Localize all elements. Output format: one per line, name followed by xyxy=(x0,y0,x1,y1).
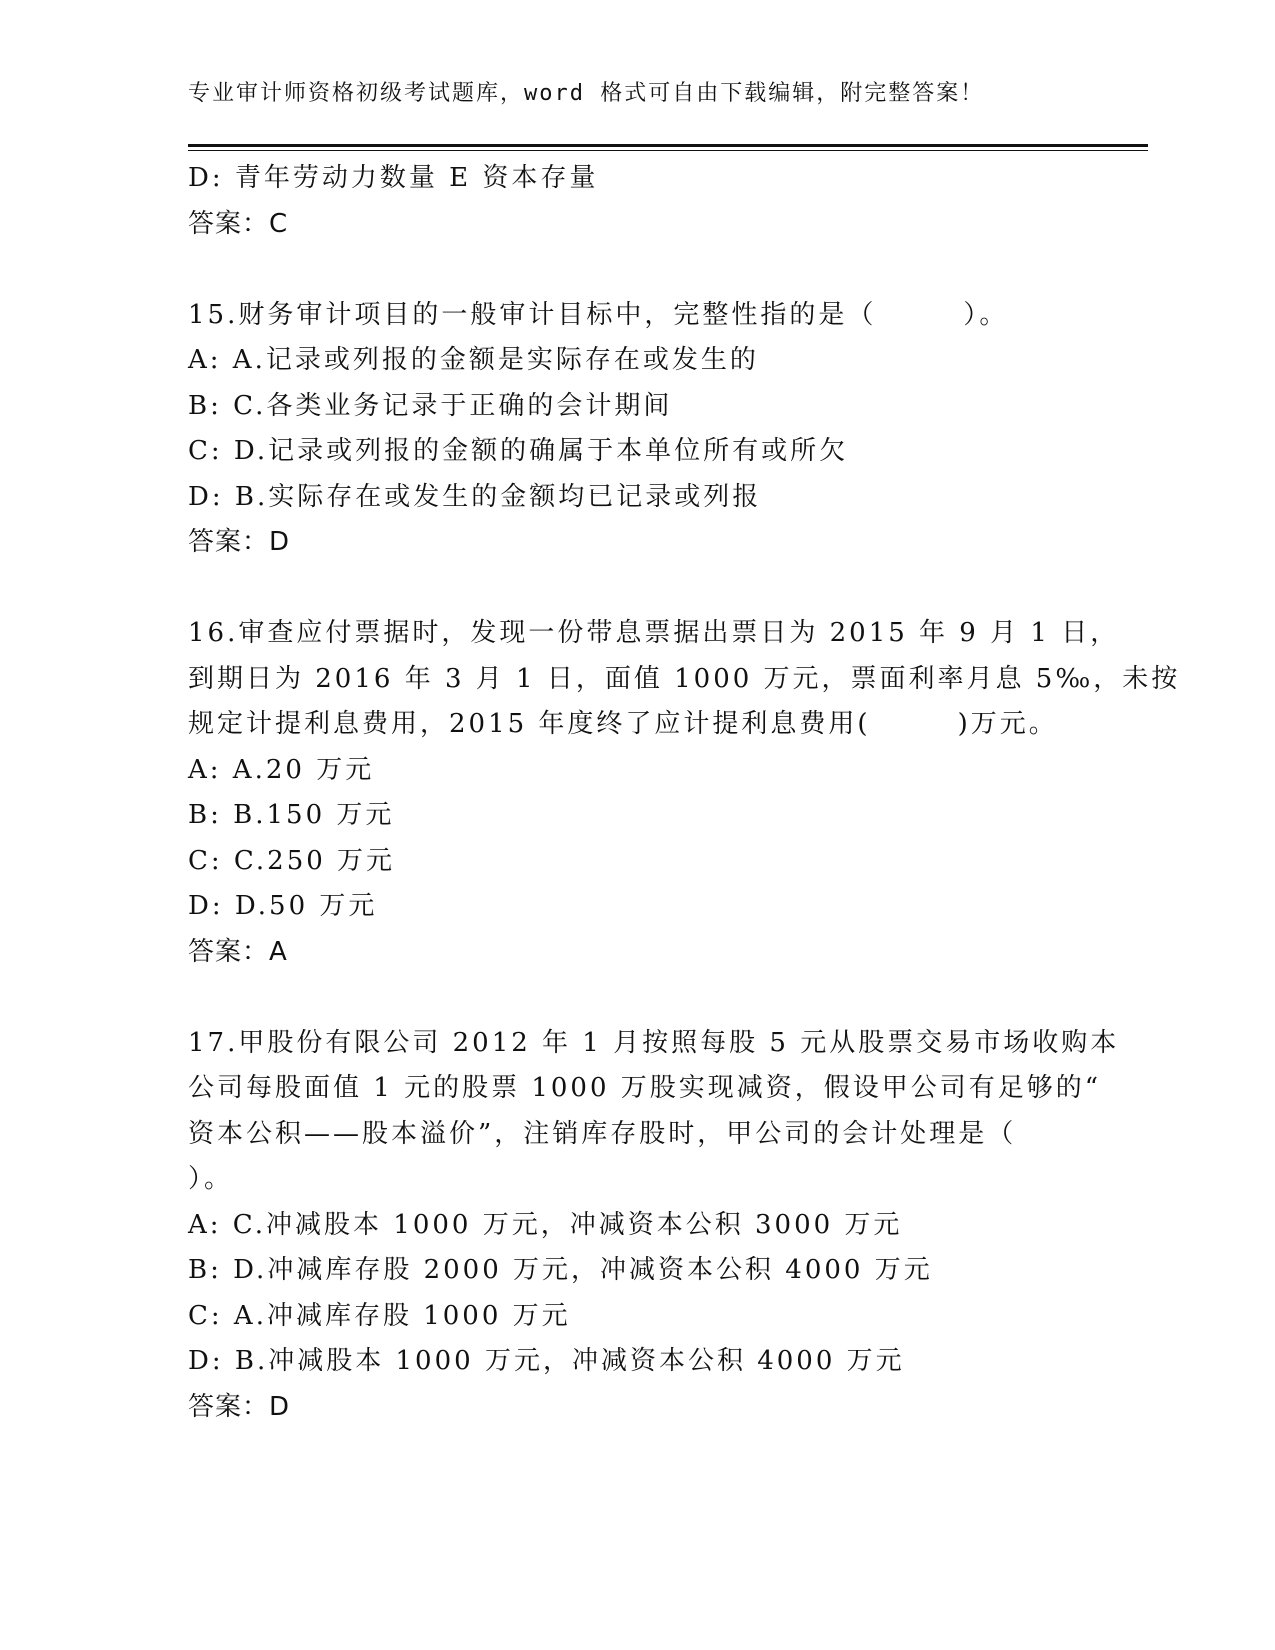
question-stem-line-4: ）。 xyxy=(188,1164,234,1194)
option-a: A: C.冲减股本 1000 万元，冲减资本公积 3000 万元 xyxy=(188,1209,903,1240)
question-17 xyxy=(188,1021,1120,1431)
option-b: B: D.冲减库存股 2000 万元，冲减资本公积 4000 万元 xyxy=(188,1255,933,1285)
option-c: C: C.250 万元 xyxy=(188,845,396,876)
option-b: B: C.各类业务记录于正确的会计期间 xyxy=(188,390,673,421)
question-stem-line-1: 17.甲股份有限公司 2012 年 1 月按照每股 5 元从股票交易市场收购本 xyxy=(188,1027,1120,1058)
option-c: C: A.冲减库存股 1000 万元 xyxy=(188,1300,571,1331)
question-stem-line-3: 资本公积——股本溢价”，注销库存股时，甲公司的会计处理是（ xyxy=(188,1118,1017,1149)
page-header: 专业审计师资格初级考试题库，word 格式可自由下载编辑，附完整答案！ xyxy=(188,81,985,106)
option-a: A: A.记录或列报的金额是实际存在或发生的 xyxy=(188,345,759,375)
option-d: D: B.实际存在或发生的金额均已记录或列报 xyxy=(188,481,762,512)
answer: 答案：A xyxy=(188,936,288,967)
question-16 xyxy=(188,611,1181,975)
header-rule-thin xyxy=(188,150,1148,151)
spacer xyxy=(188,247,1088,293)
question-stem: 15.财务审计项目的一般审计目标中，完整性指的是（ ）。 xyxy=(188,299,1009,330)
header-rule-thick xyxy=(188,144,1148,147)
answer: 答案：D xyxy=(188,1391,291,1422)
spacer xyxy=(188,566,1088,612)
option-c: C: D.记录或列报的金额的确属于本单位所有或所欠 xyxy=(188,436,849,466)
option-d: D: D.50 万元 xyxy=(188,891,378,921)
option-a: A: A.20 万元 xyxy=(188,754,375,785)
question-stem-line-1: 16.审查应付票据时，发现一份带息票据出票日为 2015 年 9 月 1 日， xyxy=(188,618,1120,648)
question-content xyxy=(188,156,1181,1430)
answer: 答案：D xyxy=(188,527,291,557)
option-b: B: B.150 万元 xyxy=(188,800,395,830)
question-stem-line-2: 到期日为 2016 年 3 月 1 日，面值 1000 万元，票面利率月息 5‰，未按 xyxy=(188,663,1181,694)
prev-answer: 答案：C xyxy=(188,208,289,239)
question-15 xyxy=(188,293,1088,566)
prev-option-d: D: 青年劳动力数量 E 资本存量 xyxy=(188,163,599,193)
spacer xyxy=(188,975,1088,1021)
question-stem-line-3: 规定计提利息费用，2015 年度终了应计提利息费用( )万元。 xyxy=(188,709,1058,739)
option-d: D: B.冲减股本 1000 万元，冲减资本公积 4000 万元 xyxy=(188,1346,905,1376)
question-stem-line-2: 公司每股面值 1 元的股票 1000 万股实现减资，假设甲公司有足够的“ xyxy=(188,1073,1102,1103)
